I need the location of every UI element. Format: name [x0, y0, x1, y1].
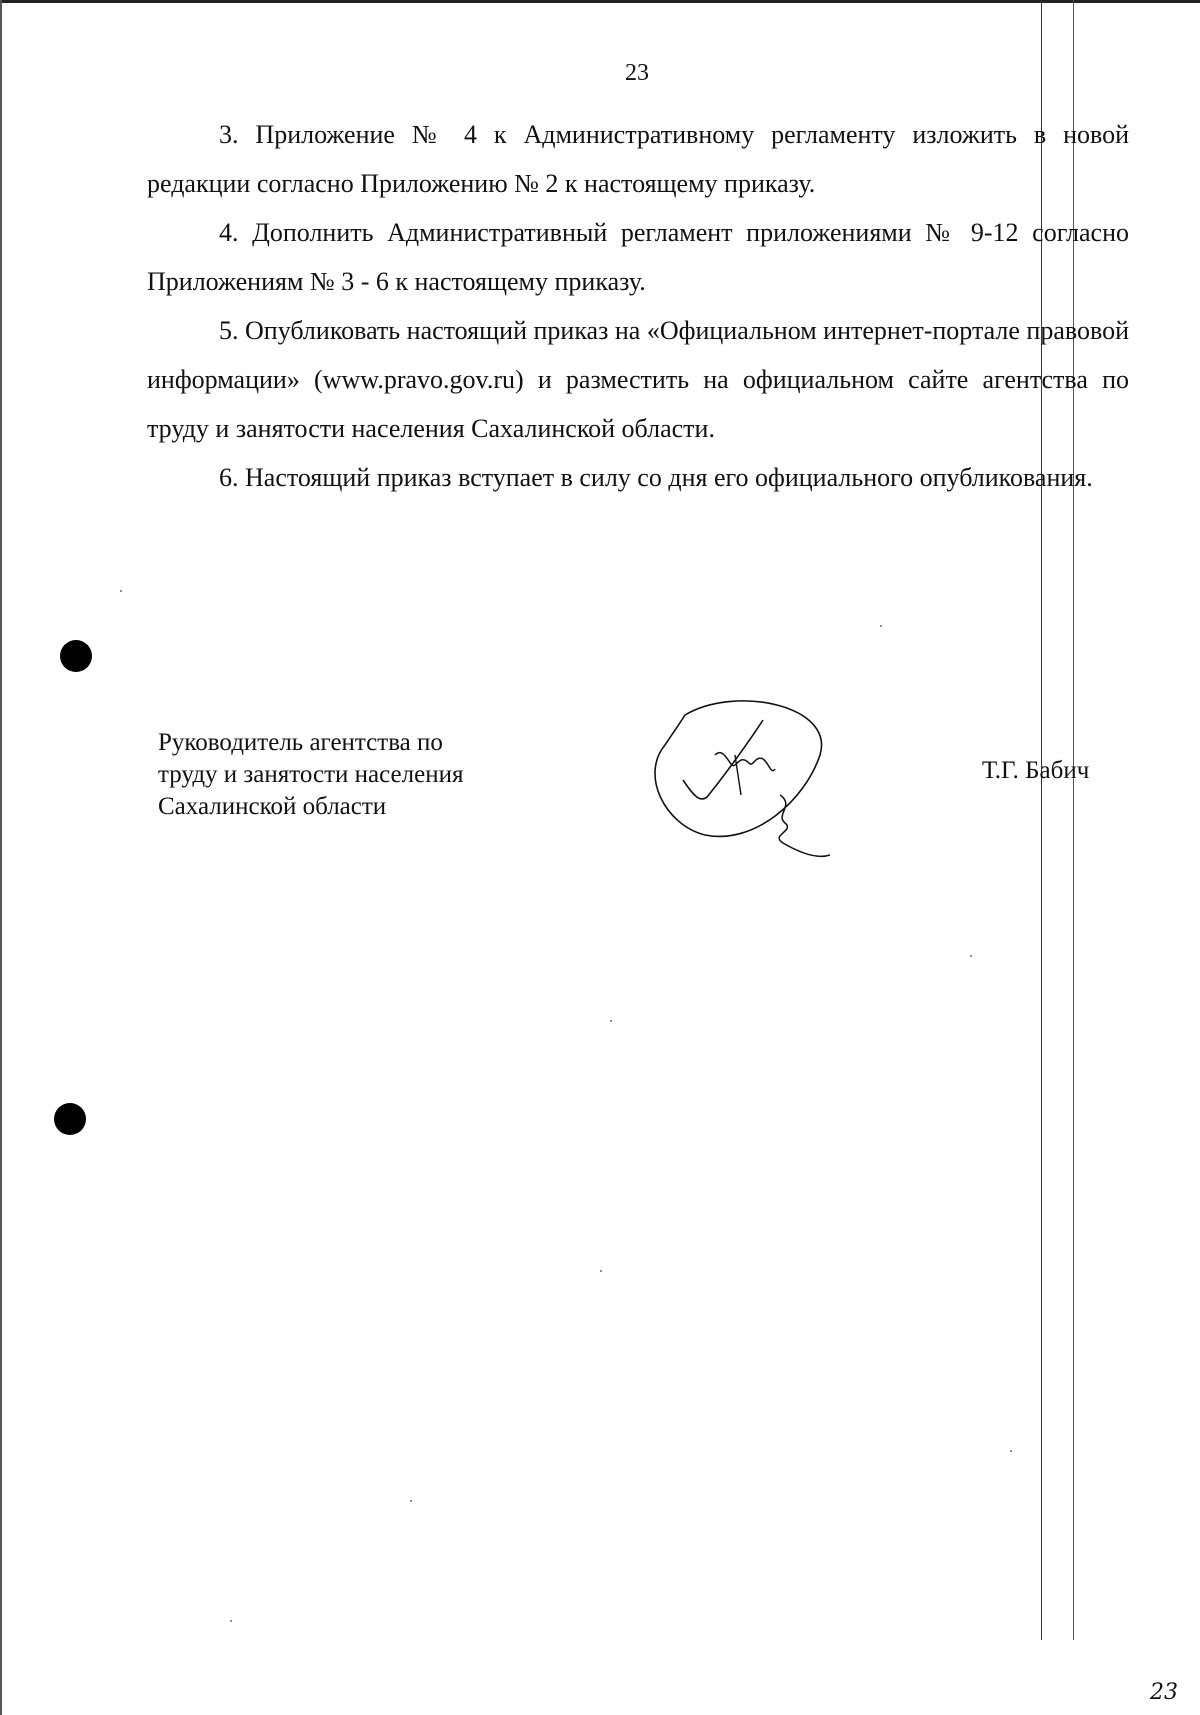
- scan-speck: [880, 625, 882, 627]
- signer-title-line: Сахалинской области: [158, 793, 387, 820]
- signer-title: [158, 727, 463, 823]
- handwritten-page-number: 23: [1150, 1680, 1178, 1705]
- scan-speck: [120, 590, 122, 592]
- scan-speck: [410, 1500, 412, 1502]
- scan-speck: [970, 955, 972, 957]
- signer-name: Т.Г. Бабич: [982, 757, 1090, 784]
- scan-speck: [610, 1020, 612, 1022]
- page-left-border: [0, 0, 2, 1715]
- paragraph-3: 3. Приложение № 4 к Административному регламенту изложить в новой редакции согласно Приложению № 2 к настоящему приказу.: [147, 120, 1129, 198]
- scan-speck: [230, 1620, 232, 1622]
- handwritten-signature: [645, 685, 845, 865]
- document-body: [147, 110, 1129, 502]
- page-number: 23: [625, 60, 649, 86]
- paragraph-6: 6. Настоящий приказ вступает в силу со дня его официального опубликования.: [219, 463, 1093, 492]
- paragraph-4: 4. Дополнить Административный регламент приложениями № 9-12 согласно Приложениям № 3 - 6 к настоящему приказу.: [147, 218, 1129, 296]
- signer-title-line: Руководитель агентства по: [158, 729, 443, 756]
- punch-hole: [54, 1103, 86, 1135]
- scan-speck: [1010, 1450, 1012, 1452]
- paragraph-5: 5. Опубликовать настоящий приказ на «Официальном интернет-портале правовой информации» (www.pravo.gov.ru) и разместить на официальном сайте агентства по труду и занятости населения Сахалинской области.: [147, 316, 1129, 443]
- signer-title-line: труду и занятости населения: [158, 761, 464, 788]
- page-top-border: [0, 0, 1200, 3]
- punch-hole: [60, 640, 92, 672]
- scan-speck: [600, 1270, 602, 1272]
